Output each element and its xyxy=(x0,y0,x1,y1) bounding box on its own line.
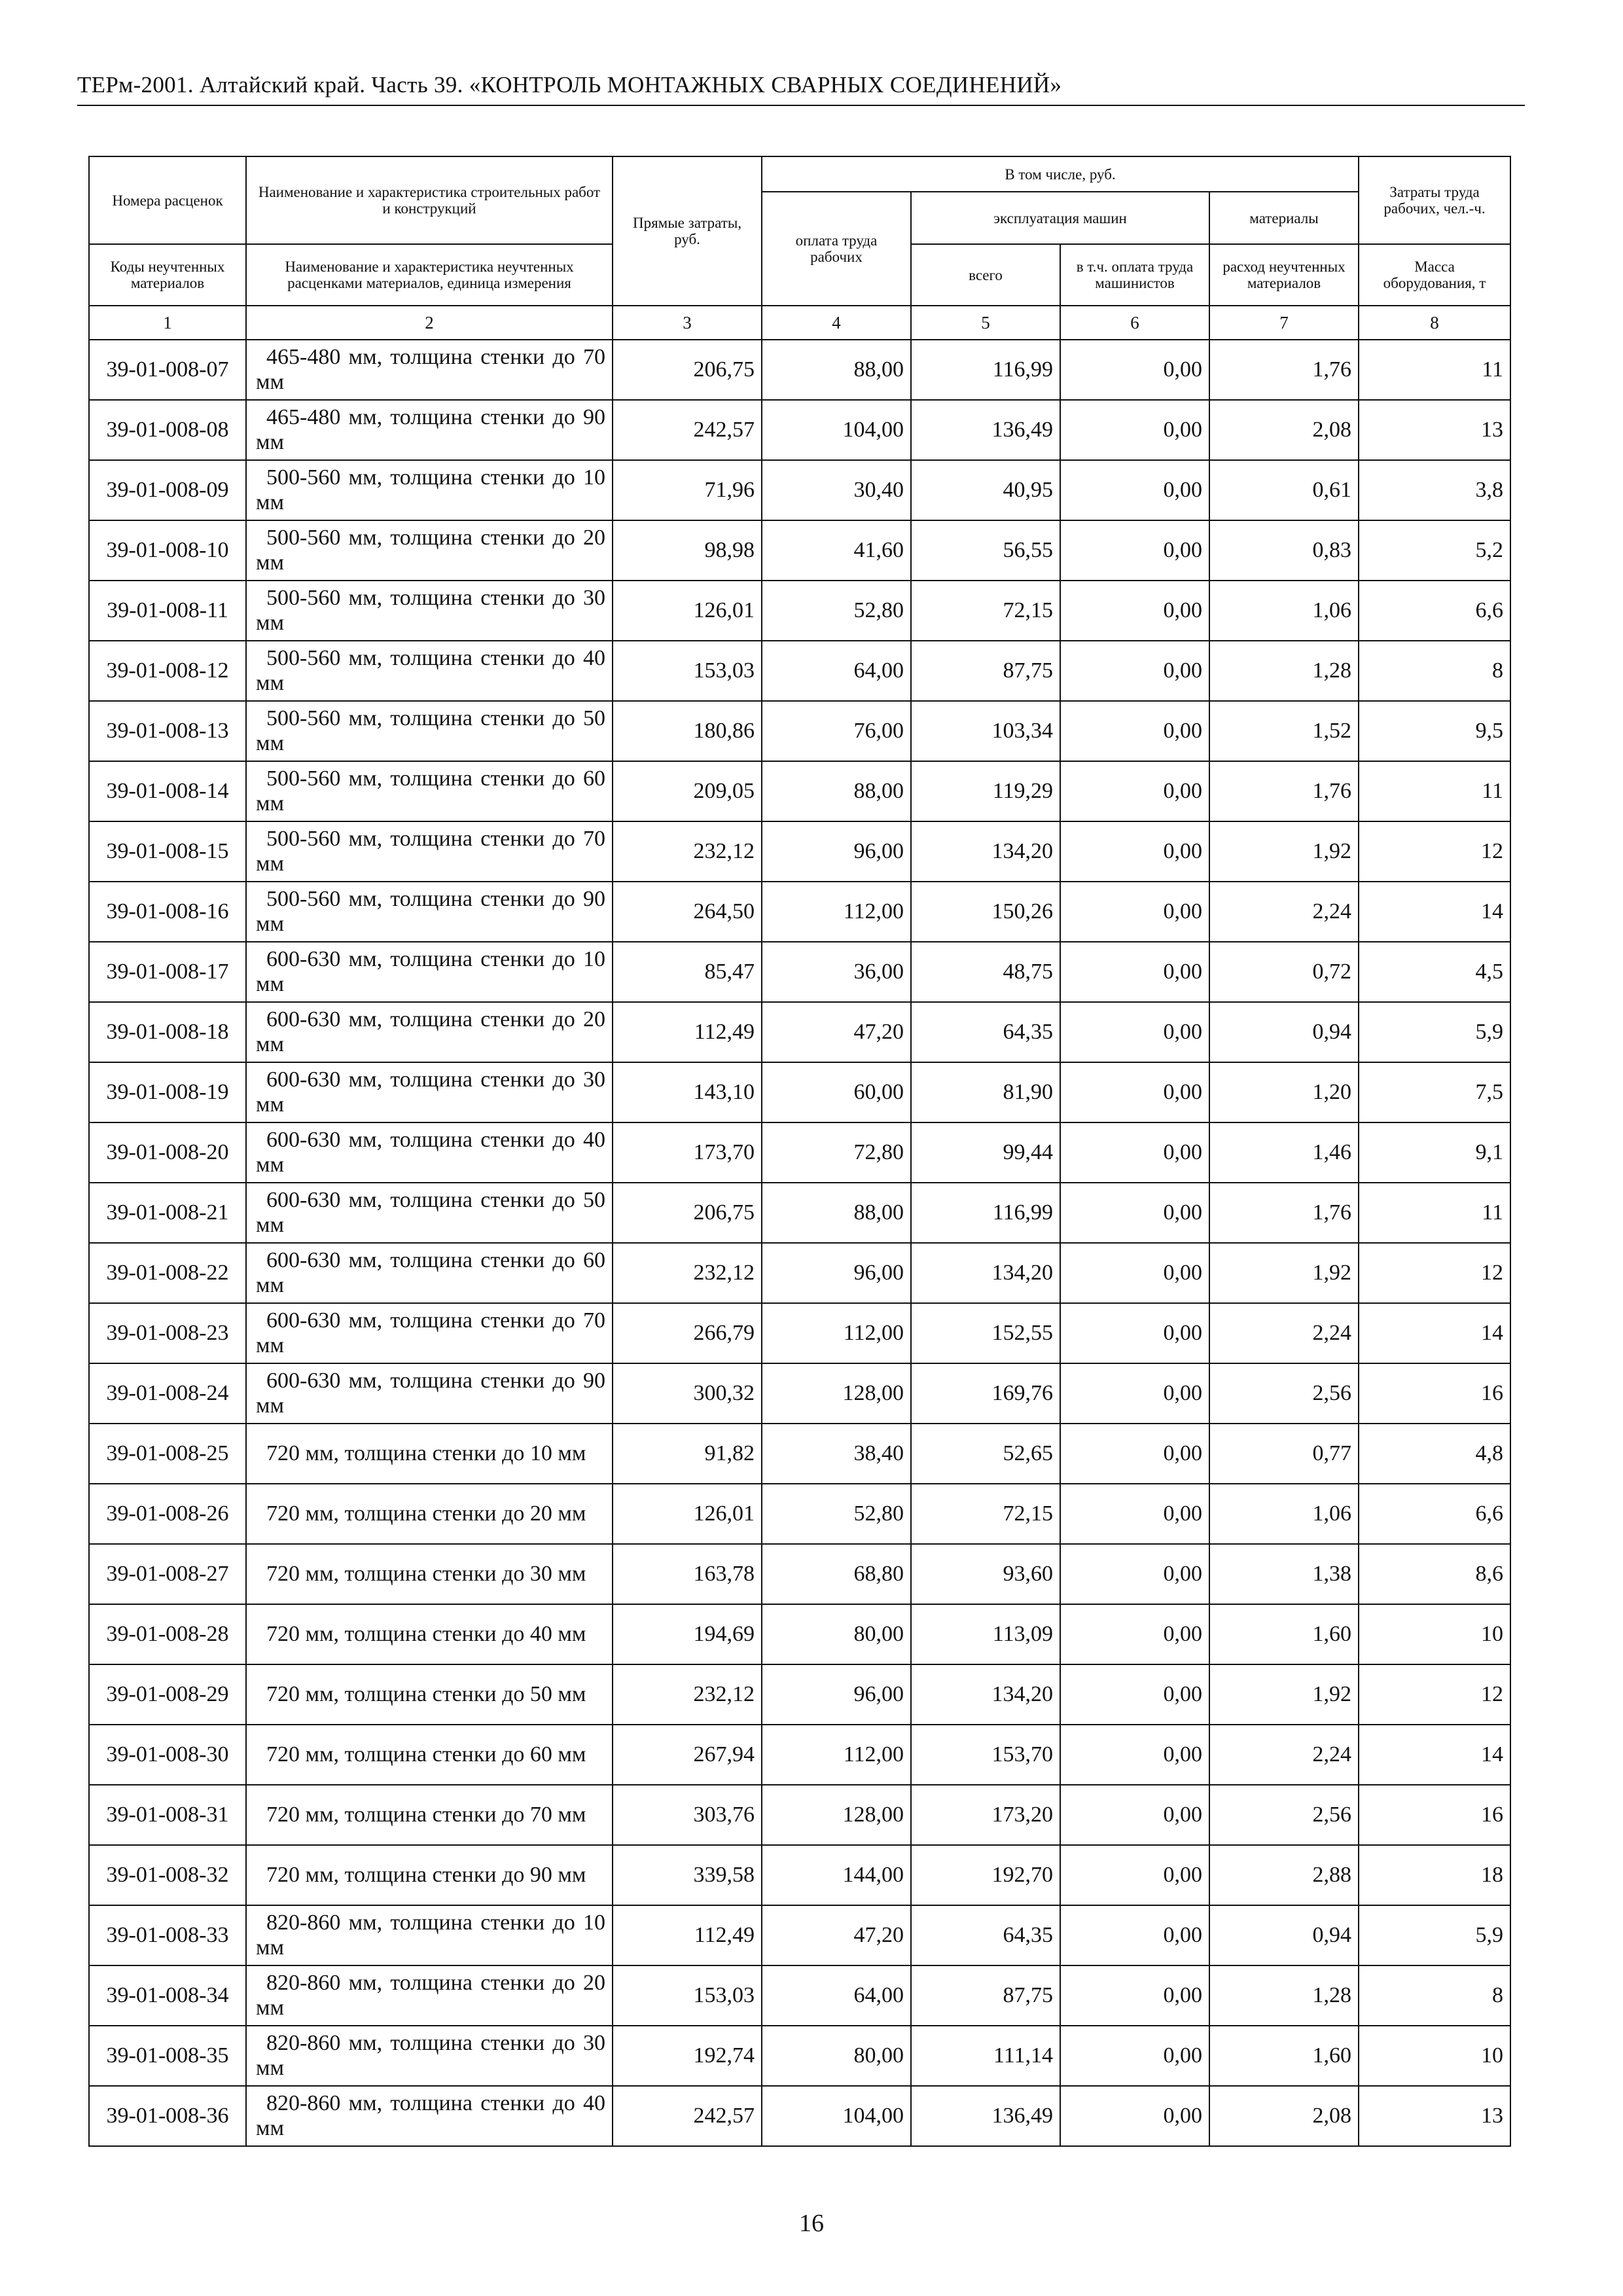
machine-total: 56,55 xyxy=(911,520,1060,581)
machine-total: 136,49 xyxy=(911,400,1060,460)
column-number: 3 xyxy=(613,306,762,340)
machine-total: 40,95 xyxy=(911,460,1060,520)
table-row xyxy=(89,942,1510,1002)
operators-pay: 0,00 xyxy=(1060,1845,1209,1905)
machine-total: 113,09 xyxy=(911,1604,1060,1664)
labor-pay: 96,00 xyxy=(762,1664,911,1725)
rate-code: 39-01-008-14 xyxy=(89,761,246,821)
labor-hours: 5,9 xyxy=(1359,1905,1510,1965)
materials-cost: 1,06 xyxy=(1209,581,1359,641)
header-divider xyxy=(77,105,1525,106)
labor-pay: 64,00 xyxy=(762,1965,911,2026)
labor-pay: 112,00 xyxy=(762,1303,911,1363)
operators-pay: 0,00 xyxy=(1060,1243,1209,1303)
materials-cost: 1,28 xyxy=(1209,641,1359,701)
table-row xyxy=(89,400,1510,460)
direct-costs: 85,47 xyxy=(613,942,762,1002)
operators-pay: 0,00 xyxy=(1060,1363,1209,1424)
direct-costs: 206,75 xyxy=(613,1183,762,1243)
column-number: 6 xyxy=(1060,306,1209,340)
work-description: 820-860 мм, толщина стенки до 30 мм xyxy=(246,2026,613,2086)
table-row xyxy=(89,1785,1510,1845)
direct-costs: 98,98 xyxy=(613,520,762,581)
work-description: 600-630 мм, толщина стенки до 70 мм xyxy=(246,1303,613,1363)
materials-cost: 2,56 xyxy=(1209,1363,1359,1424)
labor-hours: 8,6 xyxy=(1359,1544,1510,1604)
materials-cost: 2,24 xyxy=(1209,882,1359,942)
labor-pay: 88,00 xyxy=(762,761,911,821)
work-description: 720 мм, толщина стенки до 20 мм xyxy=(246,1484,613,1544)
materials-cost: 0,94 xyxy=(1209,1002,1359,1062)
direct-costs: 126,01 xyxy=(613,1484,762,1544)
labor-hours: 5,9 xyxy=(1359,1002,1510,1062)
table-row xyxy=(89,1484,1510,1544)
operators-pay: 0,00 xyxy=(1060,1905,1209,1965)
work-description: 720 мм, толщина стенки до 50 мм xyxy=(246,1664,613,1725)
materials-cost: 2,24 xyxy=(1209,1303,1359,1363)
operators-pay: 0,00 xyxy=(1060,1002,1209,1062)
machine-total: 169,76 xyxy=(911,1363,1060,1424)
materials-cost: 2,08 xyxy=(1209,2086,1359,2146)
table-row xyxy=(89,1905,1510,1965)
labor-hours: 9,1 xyxy=(1359,1122,1510,1183)
materials-cost: 1,60 xyxy=(1209,1604,1359,1664)
header-labor-hours: Затраты труда рабочих, чел.-ч. xyxy=(1359,156,1510,244)
operators-pay: 0,00 xyxy=(1060,1544,1209,1604)
direct-costs: 143,10 xyxy=(613,1062,762,1122)
table-body xyxy=(89,340,1510,2146)
table-row xyxy=(89,520,1510,581)
labor-pay: 80,00 xyxy=(762,1604,911,1664)
table-row xyxy=(89,1062,1510,1122)
labor-pay: 38,40 xyxy=(762,1424,911,1484)
labor-hours: 14 xyxy=(1359,1303,1510,1363)
rate-code: 39-01-008-35 xyxy=(89,2026,246,2086)
header-materials: материалы xyxy=(1209,192,1359,244)
labor-hours: 4,5 xyxy=(1359,942,1510,1002)
work-description: 720 мм, толщина стенки до 70 мм xyxy=(246,1785,613,1845)
labor-pay: 64,00 xyxy=(762,641,911,701)
operators-pay: 0,00 xyxy=(1060,1484,1209,1544)
machine-total: 87,75 xyxy=(911,641,1060,701)
work-description: 600-630 мм, толщина стенки до 10 мм xyxy=(246,942,613,1002)
labor-pay: 30,40 xyxy=(762,460,911,520)
labor-hours: 3,8 xyxy=(1359,460,1510,520)
labor-pay: 112,00 xyxy=(762,1725,911,1785)
labor-hours: 11 xyxy=(1359,1183,1510,1243)
materials-cost: 2,88 xyxy=(1209,1845,1359,1905)
materials-cost: 1,20 xyxy=(1209,1062,1359,1122)
materials-cost: 1,76 xyxy=(1209,761,1359,821)
labor-pay: 36,00 xyxy=(762,942,911,1002)
labor-hours: 9,5 xyxy=(1359,701,1510,761)
machine-total: 48,75 xyxy=(911,942,1060,1002)
machine-total: 119,29 xyxy=(911,761,1060,821)
header-operators-pay: в т.ч. оплата труда машинистов xyxy=(1060,244,1209,306)
machine-total: 116,99 xyxy=(911,340,1060,400)
labor-pay: 72,80 xyxy=(762,1122,911,1183)
work-description: 720 мм, толщина стенки до 40 мм xyxy=(246,1604,613,1664)
labor-hours: 8 xyxy=(1359,641,1510,701)
direct-costs: 180,86 xyxy=(613,701,762,761)
work-description: 500-560 мм, толщина стенки до 10 мм xyxy=(246,460,613,520)
direct-costs: 153,03 xyxy=(613,641,762,701)
direct-costs: 112,49 xyxy=(613,1002,762,1062)
work-description: 600-630 мм, толщина стенки до 40 мм xyxy=(246,1122,613,1183)
table-row xyxy=(89,1424,1510,1484)
table-row xyxy=(89,1122,1510,1183)
labor-pay: 104,00 xyxy=(762,2086,911,2146)
rate-code: 39-01-008-15 xyxy=(89,821,246,882)
materials-cost: 1,52 xyxy=(1209,701,1359,761)
column-number: 5 xyxy=(911,306,1060,340)
labor-pay: 47,20 xyxy=(762,1002,911,1062)
direct-costs: 232,12 xyxy=(613,1664,762,1725)
labor-hours: 16 xyxy=(1359,1785,1510,1845)
table-row xyxy=(89,1303,1510,1363)
materials-cost: 0,72 xyxy=(1209,942,1359,1002)
work-description: 500-560 мм, толщина стенки до 40 мм xyxy=(246,641,613,701)
labor-hours: 8 xyxy=(1359,1965,1510,2026)
operators-pay: 0,00 xyxy=(1060,641,1209,701)
labor-pay: 128,00 xyxy=(762,1363,911,1424)
header-equipment-mass: Масса оборудования, т xyxy=(1359,244,1510,306)
table-row xyxy=(89,581,1510,641)
direct-costs: 232,12 xyxy=(613,821,762,882)
operators-pay: 0,00 xyxy=(1060,1664,1209,1725)
machine-total: 134,20 xyxy=(911,1243,1060,1303)
labor-pay: 112,00 xyxy=(762,882,911,942)
rate-code: 39-01-008-26 xyxy=(89,1484,246,1544)
machine-total: 150,26 xyxy=(911,882,1060,942)
operators-pay: 0,00 xyxy=(1060,340,1209,400)
materials-cost: 0,77 xyxy=(1209,1424,1359,1484)
work-description: 820-860 мм, толщина стенки до 40 мм xyxy=(246,2086,613,2146)
table-row xyxy=(89,1965,1510,2026)
table-row xyxy=(89,1604,1510,1664)
direct-costs: 339,58 xyxy=(613,1845,762,1905)
table-row xyxy=(89,882,1510,942)
direct-costs: 242,57 xyxy=(613,2086,762,2146)
operators-pay: 0,00 xyxy=(1060,460,1209,520)
rate-code: 39-01-008-32 xyxy=(89,1845,246,1905)
labor-hours: 10 xyxy=(1359,1604,1510,1664)
work-description: 600-630 мм, толщина стенки до 50 мм xyxy=(246,1183,613,1243)
machine-total: 103,34 xyxy=(911,701,1060,761)
materials-cost: 1,60 xyxy=(1209,2026,1359,2086)
header-unaccounted-codes: Коды неучтенных материалов xyxy=(89,244,246,306)
direct-costs: 126,01 xyxy=(613,581,762,641)
rate-code: 39-01-008-31 xyxy=(89,1785,246,1845)
rate-code: 39-01-008-09 xyxy=(89,460,246,520)
machine-total: 64,35 xyxy=(911,1002,1060,1062)
machine-total: 192,70 xyxy=(911,1845,1060,1905)
rate-code: 39-01-008-12 xyxy=(89,641,246,701)
header-machine-total: всего xyxy=(911,244,1060,306)
table-row xyxy=(89,1544,1510,1604)
direct-costs: 264,50 xyxy=(613,882,762,942)
operators-pay: 0,00 xyxy=(1060,1604,1209,1664)
machine-total: 134,20 xyxy=(911,1664,1060,1725)
rate-code: 39-01-008-07 xyxy=(89,340,246,400)
labor-pay: 41,60 xyxy=(762,520,911,581)
table-row xyxy=(89,701,1510,761)
labor-pay: 80,00 xyxy=(762,2026,911,2086)
work-description: 720 мм, толщина стенки до 30 мм xyxy=(246,1544,613,1604)
operators-pay: 0,00 xyxy=(1060,1725,1209,1785)
labor-hours: 12 xyxy=(1359,1243,1510,1303)
rate-code: 39-01-008-24 xyxy=(89,1363,246,1424)
labor-hours: 16 xyxy=(1359,1363,1510,1424)
labor-pay: 128,00 xyxy=(762,1785,911,1845)
header-rate-number: Номера расценок xyxy=(89,156,246,244)
header-direct-costs: Прямые затраты, руб. xyxy=(613,156,762,306)
table-row xyxy=(89,821,1510,882)
direct-costs: 173,70 xyxy=(613,1122,762,1183)
direct-costs: 300,32 xyxy=(613,1363,762,1424)
machine-total: 153,70 xyxy=(911,1725,1060,1785)
column-number: 2 xyxy=(246,306,613,340)
rate-code: 39-01-008-21 xyxy=(89,1183,246,1243)
operators-pay: 0,00 xyxy=(1060,1303,1209,1363)
materials-cost: 1,06 xyxy=(1209,1484,1359,1544)
table-row xyxy=(89,1002,1510,1062)
materials-cost: 2,56 xyxy=(1209,1785,1359,1845)
operators-pay: 0,00 xyxy=(1060,882,1209,942)
labor-hours: 13 xyxy=(1359,400,1510,460)
machine-total: 152,55 xyxy=(911,1303,1060,1363)
labor-hours: 5,2 xyxy=(1359,520,1510,581)
table-row xyxy=(89,1243,1510,1303)
operators-pay: 0,00 xyxy=(1060,942,1209,1002)
labor-hours: 14 xyxy=(1359,1725,1510,1785)
work-description: 500-560 мм, толщина стенки до 50 мм xyxy=(246,701,613,761)
direct-costs: 163,78 xyxy=(613,1544,762,1604)
materials-cost: 2,24 xyxy=(1209,1725,1359,1785)
work-description: 500-560 мм, толщина стенки до 70 мм xyxy=(246,821,613,882)
header-unaccounted-name: Наименование и характеристика неучтенных расценками материалов, единица измерения xyxy=(246,244,613,306)
column-number-row xyxy=(89,306,1510,340)
direct-costs: 71,96 xyxy=(613,460,762,520)
labor-pay: 60,00 xyxy=(762,1062,911,1122)
work-description: 720 мм, толщина стенки до 90 мм xyxy=(246,1845,613,1905)
labor-hours: 12 xyxy=(1359,1664,1510,1725)
operators-pay: 0,00 xyxy=(1060,761,1209,821)
work-description: 500-560 мм, толщина стенки до 90 мм xyxy=(246,882,613,942)
machine-total: 64,35 xyxy=(911,1905,1060,1965)
header-machine-operation: эксплуатация машин xyxy=(911,192,1209,244)
direct-costs: 209,05 xyxy=(613,761,762,821)
labor-pay: 88,00 xyxy=(762,340,911,400)
operators-pay: 0,00 xyxy=(1060,2026,1209,2086)
work-description: 600-630 мм, толщина стенки до 20 мм xyxy=(246,1002,613,1062)
table-row xyxy=(89,761,1510,821)
work-description: 465-480 мм, толщина стенки до 90 мм xyxy=(246,400,613,460)
table-row xyxy=(89,2026,1510,2086)
table-row xyxy=(89,1725,1510,1785)
direct-costs: 232,12 xyxy=(613,1243,762,1303)
operators-pay: 0,00 xyxy=(1060,520,1209,581)
rate-code: 39-01-008-23 xyxy=(89,1303,246,1363)
rate-code: 39-01-008-16 xyxy=(89,882,246,942)
work-description: 500-560 мм, толщина стенки до 30 мм xyxy=(246,581,613,641)
machine-total: 93,60 xyxy=(911,1544,1060,1604)
table-row xyxy=(89,1363,1510,1424)
work-description: 820-860 мм, толщина стенки до 10 мм xyxy=(246,1905,613,1965)
table-header xyxy=(89,156,1510,340)
operators-pay: 0,00 xyxy=(1060,1183,1209,1243)
labor-pay: 88,00 xyxy=(762,1183,911,1243)
rates-table xyxy=(88,156,1511,2147)
work-description: 465-480 мм, толщина стенки до 70 мм xyxy=(246,340,613,400)
labor-hours: 13 xyxy=(1359,2086,1510,2146)
header-work-name: Наименование и характеристика строительных работ и конструкций xyxy=(246,156,613,244)
labor-pay: 68,80 xyxy=(762,1544,911,1604)
direct-costs: 194,69 xyxy=(613,1604,762,1664)
materials-cost: 0,94 xyxy=(1209,1905,1359,1965)
labor-pay: 104,00 xyxy=(762,400,911,460)
work-description: 600-630 мм, толщина стенки до 60 мм xyxy=(246,1243,613,1303)
rate-code: 39-01-008-28 xyxy=(89,1604,246,1664)
machine-total: 134,20 xyxy=(911,821,1060,882)
direct-costs: 303,76 xyxy=(613,1785,762,1845)
column-number: 7 xyxy=(1209,306,1359,340)
labor-hours: 11 xyxy=(1359,340,1510,400)
rate-code: 39-01-008-29 xyxy=(89,1664,246,1725)
rate-code: 39-01-008-19 xyxy=(89,1062,246,1122)
rate-code: 39-01-008-33 xyxy=(89,1905,246,1965)
labor-hours: 7,5 xyxy=(1359,1062,1510,1122)
labor-hours: 4,8 xyxy=(1359,1424,1510,1484)
rate-code: 39-01-008-13 xyxy=(89,701,246,761)
machine-total: 116,99 xyxy=(911,1183,1060,1243)
table-row xyxy=(89,1183,1510,1243)
materials-cost: 1,92 xyxy=(1209,1664,1359,1725)
operators-pay: 0,00 xyxy=(1060,701,1209,761)
materials-cost: 1,28 xyxy=(1209,1965,1359,2026)
operators-pay: 0,00 xyxy=(1060,1785,1209,1845)
materials-cost: 1,92 xyxy=(1209,821,1359,882)
labor-hours: 10 xyxy=(1359,2026,1510,2086)
materials-cost: 1,76 xyxy=(1209,1183,1359,1243)
work-description: 500-560 мм, толщина стенки до 60 мм xyxy=(246,761,613,821)
labor-pay: 52,80 xyxy=(762,581,911,641)
materials-cost: 1,76 xyxy=(1209,340,1359,400)
labor-hours: 12 xyxy=(1359,821,1510,882)
work-description: 720 мм, толщина стенки до 10 мм xyxy=(246,1424,613,1484)
table-row xyxy=(89,2086,1510,2146)
page-number: 16 xyxy=(799,2210,824,2237)
machine-total: 87,75 xyxy=(911,1965,1060,2026)
direct-costs: 91,82 xyxy=(613,1424,762,1484)
column-number: 4 xyxy=(762,306,911,340)
work-description: 600-630 мм, толщина стенки до 90 мм xyxy=(246,1363,613,1424)
direct-costs: 266,79 xyxy=(613,1303,762,1363)
materials-cost: 0,83 xyxy=(1209,520,1359,581)
operators-pay: 0,00 xyxy=(1060,581,1209,641)
rate-code: 39-01-008-36 xyxy=(89,2086,246,2146)
direct-costs: 242,57 xyxy=(613,400,762,460)
rate-code: 39-01-008-17 xyxy=(89,942,246,1002)
labor-pay: 144,00 xyxy=(762,1845,911,1905)
labor-pay: 47,20 xyxy=(762,1905,911,1965)
rate-code: 39-01-008-11 xyxy=(89,581,246,641)
operators-pay: 0,00 xyxy=(1060,1122,1209,1183)
operators-pay: 0,00 xyxy=(1060,1062,1209,1122)
operators-pay: 0,00 xyxy=(1060,400,1209,460)
direct-costs: 153,03 xyxy=(613,1965,762,2026)
table-row xyxy=(89,1845,1510,1905)
rate-code: 39-01-008-10 xyxy=(89,520,246,581)
header-labor-pay: оплата труда рабочих xyxy=(762,192,911,306)
rate-code: 39-01-008-20 xyxy=(89,1122,246,1183)
machine-total: 111,14 xyxy=(911,2026,1060,2086)
labor-pay: 96,00 xyxy=(762,821,911,882)
rate-code: 39-01-008-27 xyxy=(89,1544,246,1604)
operators-pay: 0,00 xyxy=(1060,821,1209,882)
table-row xyxy=(89,340,1510,400)
machine-total: 136,49 xyxy=(911,2086,1060,2146)
work-description: 500-560 мм, толщина стенки до 20 мм xyxy=(246,520,613,581)
labor-hours: 6,6 xyxy=(1359,1484,1510,1544)
work-description: 600-630 мм, толщина стенки до 30 мм xyxy=(246,1062,613,1122)
rate-code: 39-01-008-30 xyxy=(89,1725,246,1785)
machine-total: 72,15 xyxy=(911,581,1060,641)
machine-total: 99,44 xyxy=(911,1122,1060,1183)
machine-total: 81,90 xyxy=(911,1062,1060,1122)
column-number: 8 xyxy=(1359,306,1510,340)
work-description: 720 мм, толщина стенки до 60 мм xyxy=(246,1725,613,1785)
materials-cost: 1,38 xyxy=(1209,1544,1359,1604)
rate-code: 39-01-008-22 xyxy=(89,1243,246,1303)
table-row xyxy=(89,641,1510,701)
running-header: ТЕРм-2001. Алтайский край. Часть 39. «КОНТРОЛЬ МОНТАЖНЫХ СВАРНЫХ СОЕДИНЕНИЙ» xyxy=(77,72,1062,98)
direct-costs: 267,94 xyxy=(613,1725,762,1785)
materials-cost: 1,46 xyxy=(1209,1122,1359,1183)
materials-cost: 2,08 xyxy=(1209,400,1359,460)
rate-code: 39-01-008-34 xyxy=(89,1965,246,2026)
labor-hours: 6,6 xyxy=(1359,581,1510,641)
direct-costs: 206,75 xyxy=(613,340,762,400)
work-description: 820-860 мм, толщина стенки до 20 мм xyxy=(246,1965,613,2026)
operators-pay: 0,00 xyxy=(1060,2086,1209,2146)
machine-total: 72,15 xyxy=(911,1484,1060,1544)
header-unaccounted-consumption: расход неучтенных материалов xyxy=(1209,244,1359,306)
machine-total: 173,20 xyxy=(911,1785,1060,1845)
machine-total: 52,65 xyxy=(911,1424,1060,1484)
operators-pay: 0,00 xyxy=(1060,1424,1209,1484)
header-including: В том числе, руб. xyxy=(762,156,1359,192)
column-number: 1 xyxy=(89,306,246,340)
rate-code: 39-01-008-18 xyxy=(89,1002,246,1062)
labor-pay: 96,00 xyxy=(762,1243,911,1303)
operators-pay: 0,00 xyxy=(1060,1965,1209,2026)
materials-cost: 0,61 xyxy=(1209,460,1359,520)
table-row xyxy=(89,1664,1510,1725)
labor-hours: 18 xyxy=(1359,1845,1510,1905)
materials-cost: 1,92 xyxy=(1209,1243,1359,1303)
rate-code: 39-01-008-25 xyxy=(89,1424,246,1484)
table-row xyxy=(89,460,1510,520)
labor-hours: 14 xyxy=(1359,882,1510,942)
direct-costs: 192,74 xyxy=(613,2026,762,2086)
direct-costs: 112,49 xyxy=(613,1905,762,1965)
rate-code: 39-01-008-08 xyxy=(89,400,246,460)
labor-pay: 76,00 xyxy=(762,701,911,761)
labor-hours: 11 xyxy=(1359,761,1510,821)
labor-pay: 52,80 xyxy=(762,1484,911,1544)
